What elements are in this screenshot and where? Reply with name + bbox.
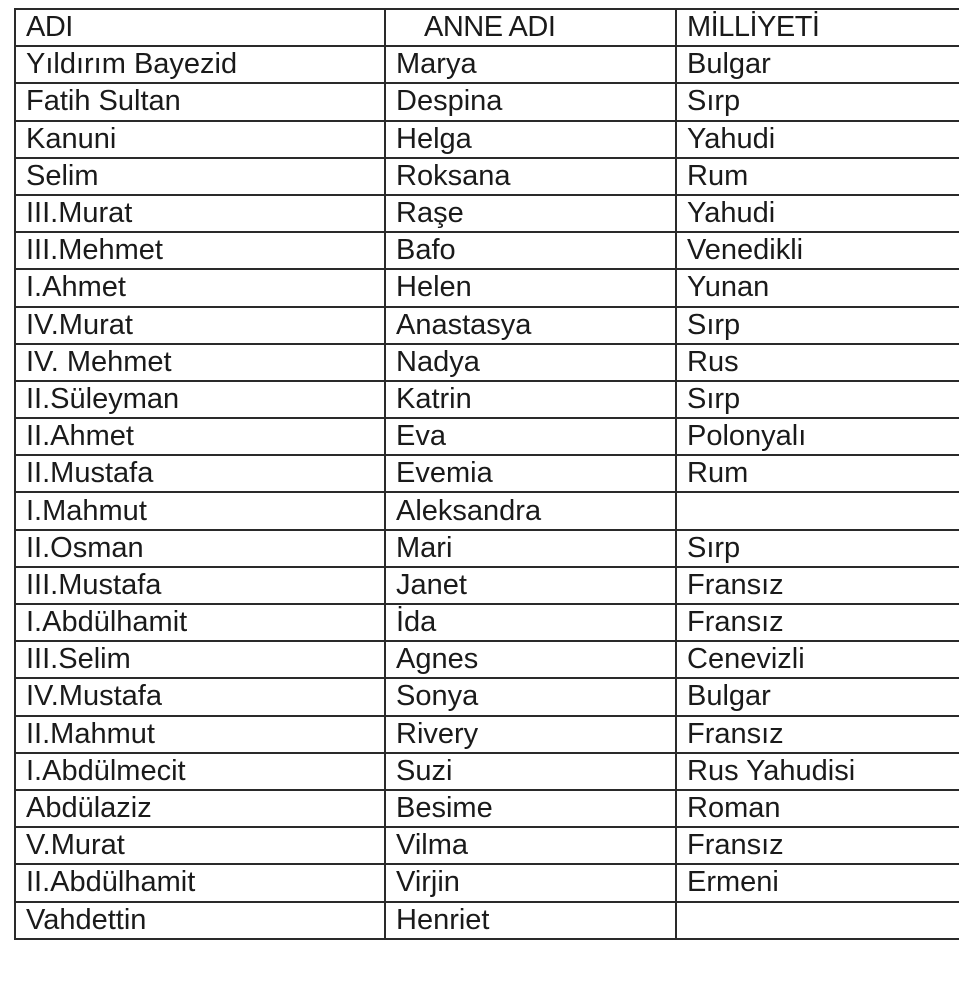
cell-name: Vahdettin (15, 902, 385, 939)
table-row (15, 864, 959, 901)
table-row (15, 678, 959, 715)
cell-nationality (676, 492, 959, 529)
table-row (15, 790, 959, 827)
cell-mother-name: Roksana (385, 158, 676, 195)
cell-name: IV.Murat (15, 307, 385, 344)
table-row (15, 530, 959, 567)
cell-name: II.Süleyman (15, 381, 385, 418)
cell-name: I.Abdülhamit (15, 604, 385, 641)
table-row (15, 344, 959, 381)
cell-nationality: Bulgar (676, 46, 959, 83)
table-row (15, 83, 959, 120)
table-row (15, 195, 959, 232)
cell-mother-name: Marya (385, 46, 676, 83)
table-row (15, 307, 959, 344)
table-row (15, 121, 959, 158)
cell-mother-name: Aleksandra (385, 492, 676, 529)
cell-mother-name: Virjin (385, 864, 676, 901)
table-row (15, 455, 959, 492)
cell-nationality: Rum (676, 158, 959, 195)
cell-nationality: Venedikli (676, 232, 959, 269)
cell-mother-name: Rivery (385, 716, 676, 753)
cell-nationality: Bulgar (676, 678, 959, 715)
cell-nationality: Fransız (676, 604, 959, 641)
cell-mother-name: Despina (385, 83, 676, 120)
cell-nationality: Roman (676, 790, 959, 827)
table-row (15, 902, 959, 939)
table-row (15, 46, 959, 83)
table-row (15, 158, 959, 195)
cell-name: III.Mehmet (15, 232, 385, 269)
cell-nationality: Yahudi (676, 195, 959, 232)
header-name: ADI (15, 9, 385, 46)
cell-nationality: Rum (676, 455, 959, 492)
cell-name: II.Abdülhamit (15, 864, 385, 901)
cell-mother-name: Katrin (385, 381, 676, 418)
cell-nationality: Rus Yahudisi (676, 753, 959, 790)
cell-nationality: Fransız (676, 827, 959, 864)
table-row (15, 492, 959, 529)
cell-nationality: Fransız (676, 567, 959, 604)
cell-name: III.Selim (15, 641, 385, 678)
cell-nationality: Yahudi (676, 121, 959, 158)
cell-mother-name: Agnes (385, 641, 676, 678)
cell-name: II.Ahmet (15, 418, 385, 455)
cell-name: Selim (15, 158, 385, 195)
cell-name: II.Mustafa (15, 455, 385, 492)
table-row (15, 827, 959, 864)
sultans-mothers-table (14, 8, 959, 940)
cell-name: Abdülaziz (15, 790, 385, 827)
table-row (15, 269, 959, 306)
cell-nationality: Sırp (676, 83, 959, 120)
header-nationality: MİLLİYETİ (676, 9, 959, 46)
cell-mother-name: Nadya (385, 344, 676, 381)
cell-mother-name: Janet (385, 567, 676, 604)
cell-nationality (676, 902, 959, 939)
table-row (15, 641, 959, 678)
table-body (15, 46, 959, 939)
table-row (15, 381, 959, 418)
cell-name: III.Murat (15, 195, 385, 232)
header-mother-name: ANNE ADI (385, 9, 676, 46)
cell-name: IV.Mustafa (15, 678, 385, 715)
cell-mother-name: Eva (385, 418, 676, 455)
cell-name: III.Mustafa (15, 567, 385, 604)
cell-nationality: Cenevizli (676, 641, 959, 678)
cell-name: II.Mahmut (15, 716, 385, 753)
cell-nationality: Sırp (676, 381, 959, 418)
cell-name: V.Murat (15, 827, 385, 864)
cell-name: Fatih Sultan (15, 83, 385, 120)
cell-name: Kanuni (15, 121, 385, 158)
cell-mother-name: Bafo (385, 232, 676, 269)
cell-mother-name: Anastasya (385, 307, 676, 344)
cell-nationality: Fransız (676, 716, 959, 753)
cell-mother-name: Evemia (385, 455, 676, 492)
cell-name: I.Ahmet (15, 269, 385, 306)
cell-mother-name: Helga (385, 121, 676, 158)
cell-nationality: Yunan (676, 269, 959, 306)
cell-name: IV. Mehmet (15, 344, 385, 381)
cell-mother-name: Suzi (385, 753, 676, 790)
cell-name: Yıldırım Bayezid (15, 46, 385, 83)
cell-mother-name: Sonya (385, 678, 676, 715)
cell-name: I.Mahmut (15, 492, 385, 529)
table-row (15, 567, 959, 604)
table-header-row (15, 9, 959, 46)
cell-mother-name: İda (385, 604, 676, 641)
cell-nationality: Sırp (676, 307, 959, 344)
cell-name: I.Abdülmecit (15, 753, 385, 790)
cell-mother-name: Besime (385, 790, 676, 827)
cell-mother-name: Helen (385, 269, 676, 306)
cell-nationality: Sırp (676, 530, 959, 567)
table-row (15, 604, 959, 641)
cell-nationality: Polonyalı (676, 418, 959, 455)
table-row (15, 418, 959, 455)
table-row (15, 716, 959, 753)
cell-nationality: Ermeni (676, 864, 959, 901)
cell-mother-name: Vilma (385, 827, 676, 864)
table-row (15, 232, 959, 269)
cell-nationality: Rus (676, 344, 959, 381)
table-row (15, 753, 959, 790)
cell-mother-name: Raşe (385, 195, 676, 232)
cell-mother-name: Mari (385, 530, 676, 567)
cell-mother-name: Henriet (385, 902, 676, 939)
cell-name: II.Osman (15, 530, 385, 567)
